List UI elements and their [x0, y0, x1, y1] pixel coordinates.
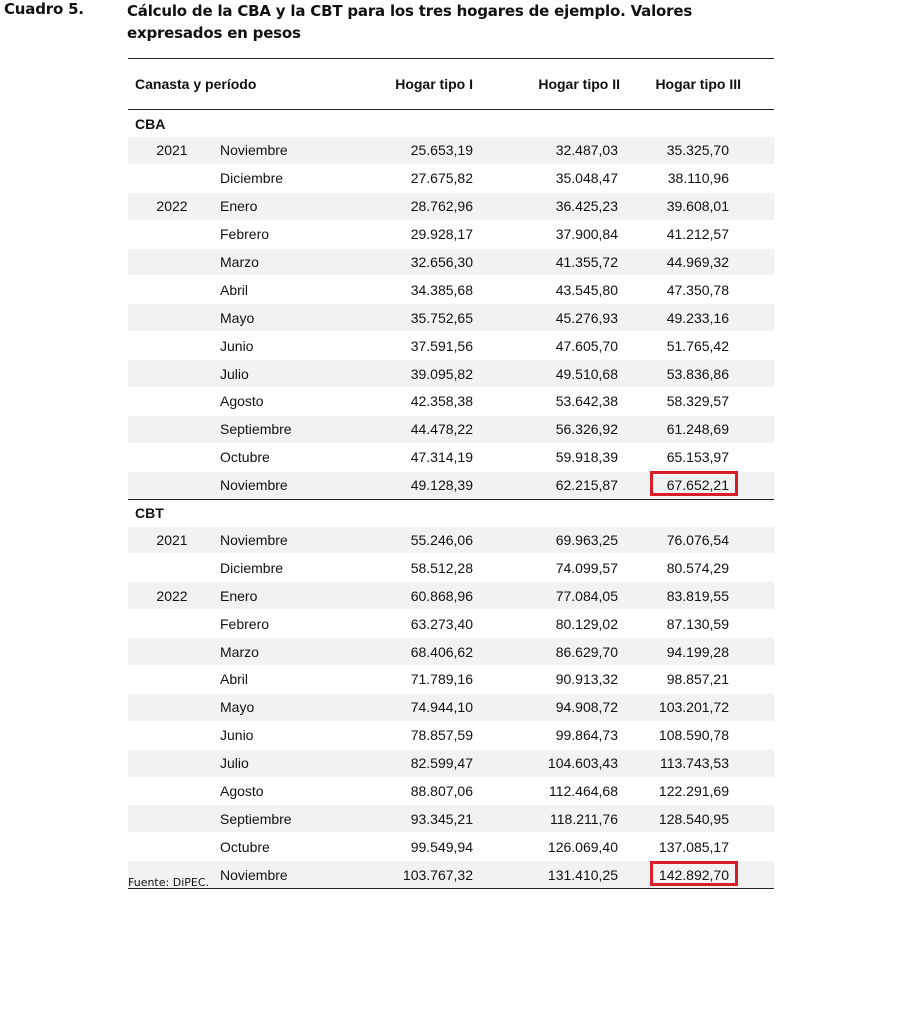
hogar-3-cell [618, 532, 764, 548]
hogar-2-cell [473, 366, 618, 382]
table-row [128, 833, 774, 861]
hogar-1-cell-text: 47.314,19 [410, 449, 473, 466]
hogar-2-cell-text: 74.099,57 [555, 559, 618, 576]
hogar-1-cell-text: 99.549,94 [410, 838, 473, 855]
hogar-1-cell [366, 644, 473, 660]
hogar-2-cell-text: 53.642,38 [555, 393, 618, 410]
table-row [128, 527, 774, 555]
month-cell-text: Junio [220, 727, 254, 744]
month-cell-text: Mayo [220, 699, 255, 716]
hogar-3-cell [618, 142, 764, 158]
month-cell [216, 393, 366, 409]
hogar-1-cell [366, 421, 473, 437]
table-row [128, 137, 774, 165]
hogar-2-cell [473, 532, 618, 548]
hogar-2-cell-text: 112.464,68 [548, 783, 618, 800]
hogar-1-cell [366, 532, 473, 548]
table-row [128, 304, 774, 332]
table-row [128, 249, 774, 277]
table-body [128, 110, 774, 889]
month-cell-text: Agosto [220, 783, 264, 800]
year-cell-text: 2021 [156, 532, 188, 549]
month-cell-text: Febrero [220, 615, 270, 632]
hogar-2-cell-text: 131.410,25 [547, 866, 618, 883]
hogar-1-cell-text: 55.246,06 [410, 532, 473, 549]
hogar-1-cell [366, 449, 473, 465]
table-caption-label: Cuadro 5. [4, 0, 84, 18]
month-cell-text: Noviembre [220, 866, 288, 883]
table-row [128, 332, 774, 360]
hogar-1-cell-text: 39.095,82 [410, 365, 473, 382]
hogar-1-cell-text: 49.128,39 [410, 477, 473, 494]
hogar-1-cell [366, 560, 473, 576]
hogar-2-cell-text: 35.048,47 [555, 170, 618, 187]
hogar-3-cell-text: 142.892,70 [658, 866, 729, 883]
year-cell-text: 2022 [156, 587, 188, 604]
hogar-2-cell [473, 811, 618, 827]
hogar-2-cell-text: 62.215,87 [555, 477, 618, 494]
hogar-2-cell-text: 69.963,25 [555, 532, 618, 549]
hogar-2-cell [473, 254, 618, 270]
month-cell [216, 282, 366, 298]
hogar-3-cell-text: 128.540,95 [658, 810, 729, 827]
table-row [128, 165, 774, 193]
hogar-2-cell [473, 226, 618, 242]
hogar-3-cell [618, 727, 764, 743]
month-cell-text: Febrero [220, 226, 270, 243]
hogar-1-cell-text: 37.591,56 [410, 337, 473, 354]
month-cell-text: Noviembre [220, 142, 288, 159]
hogar-3-cell [618, 366, 764, 382]
hogar-3-cell [618, 560, 764, 576]
data-table [128, 58, 774, 889]
hogar-2-cell [473, 477, 618, 493]
month-cell [216, 755, 366, 771]
hogar-2-cell-text: 118.211,76 [550, 810, 618, 827]
header-canasta: Canasta y período [135, 76, 257, 92]
month-cell-text: Mayo [220, 309, 255, 326]
hogar-2-cell [473, 338, 618, 354]
month-cell-text: Abril [220, 281, 249, 298]
hogar-1-cell [366, 616, 473, 632]
hogar-3-cell-text: 108.590,78 [658, 727, 729, 744]
header-hogar-3: Hogar tipo III [655, 76, 741, 92]
table-row [128, 694, 774, 722]
hogar-3-cell-text: 53.836,86 [666, 365, 729, 382]
hogar-3-cell [618, 393, 764, 409]
hogar-3-cell [618, 170, 764, 186]
month-cell-text: Septiembre [220, 421, 292, 438]
hogar-3-cell [618, 421, 764, 437]
hogar-1-cell [366, 588, 473, 604]
hogar-2-cell-text: 37.900,84 [555, 226, 618, 243]
month-cell [216, 198, 366, 214]
hogar-1-cell-text: 63.273,40 [410, 615, 473, 632]
hogar-3-cell-text: 39.608,01 [666, 198, 729, 215]
hogar-2-cell [473, 783, 618, 799]
hogar-3-cell [618, 198, 764, 214]
hogar-2-cell-text: 56.326,92 [555, 421, 618, 438]
hogar-3-cell-text: 137.085,17 [658, 838, 729, 855]
hogar-3-cell [618, 867, 764, 883]
hogar-2-cell [473, 755, 618, 771]
table-row [128, 193, 774, 221]
hogar-2-cell [473, 449, 618, 465]
year-cell-text: 2022 [156, 198, 188, 215]
month-cell-text: Julio [220, 755, 249, 772]
hogar-2-cell-text: 43.545,80 [555, 281, 618, 298]
month-cell-text: Abril [220, 671, 249, 688]
month-cell-text: Septiembre [220, 810, 292, 827]
hogar-3-cell-text: 47.350,78 [666, 281, 729, 298]
hogar-2-cell [473, 560, 618, 576]
hogar-2-cell-text: 80.129,02 [555, 615, 618, 632]
hogar-1-cell-text: 42.358,38 [410, 393, 473, 410]
hogar-2-cell [473, 644, 618, 660]
hogar-1-cell [366, 282, 473, 298]
hogar-3-cell [618, 699, 764, 715]
hogar-1-cell [366, 338, 473, 354]
month-cell [216, 671, 366, 687]
hogar-2-cell-text: 45.276,93 [555, 309, 618, 326]
table-row [128, 778, 774, 806]
hogar-1-cell-text: 34.385,68 [410, 281, 473, 298]
hogar-3-cell-text: 67.652,21 [666, 477, 729, 494]
hogar-3-cell-text: 35.325,70 [666, 142, 729, 159]
hogar-3-cell-text: 61.248,69 [666, 421, 729, 438]
hogar-1-cell-text: 58.512,28 [410, 559, 473, 576]
month-cell [216, 142, 366, 158]
month-cell [216, 811, 366, 827]
hogar-1-cell [366, 727, 473, 743]
hogar-2-cell [473, 727, 618, 743]
table-row [128, 666, 774, 694]
hogar-2-cell [473, 393, 618, 409]
hogar-2-cell [473, 588, 618, 604]
month-cell [216, 783, 366, 799]
hogar-3-cell-text: 83.819,55 [666, 587, 729, 604]
month-cell [216, 254, 366, 270]
hogar-2-cell-text: 90.913,32 [555, 671, 618, 688]
highlight-box [650, 471, 738, 496]
hogar-2-cell-text: 126.069,40 [547, 838, 618, 855]
table-row [128, 750, 774, 778]
table-caption-title: Cálculo de la CBA y la CBT para los tres hogares de ejemplo. Valores expresados en pesos [127, 2, 693, 42]
hogar-2-cell [473, 421, 618, 437]
year-cell [128, 532, 216, 548]
hogar-3-cell [618, 616, 764, 632]
hogar-2-cell [473, 142, 618, 158]
hogar-2-cell [473, 867, 618, 883]
hogar-3-cell-text: 98.857,21 [666, 671, 729, 688]
hogar-1-cell-text: 28.762,96 [410, 198, 473, 215]
table-row [128, 360, 774, 388]
hogar-1-cell [366, 699, 473, 715]
hogar-1-cell [366, 142, 473, 158]
month-cell [216, 226, 366, 242]
table-row [128, 276, 774, 304]
hogar-1-cell-text: 25.653,19 [410, 142, 473, 159]
hogar-3-cell [618, 783, 764, 799]
hogar-2-cell-text: 59.918,39 [555, 449, 618, 466]
month-cell-text: Octubre [220, 449, 270, 466]
hogar-1-cell-text: 103.767,32 [402, 866, 473, 883]
table-row [128, 444, 774, 472]
month-cell-text: Noviembre [220, 532, 288, 549]
month-cell [216, 644, 366, 660]
month-cell [216, 310, 366, 326]
hogar-1-cell [366, 477, 473, 493]
hogar-3-cell-text: 76.076,54 [666, 532, 729, 549]
hogar-3-cell-text: 94.199,28 [666, 643, 729, 660]
month-cell-text: Junio [220, 337, 254, 354]
hogar-3-cell [618, 588, 764, 604]
section-label-cbt: CBT [135, 505, 164, 522]
month-cell-text: Octubre [220, 838, 270, 855]
hogar-3-cell [618, 254, 764, 270]
month-cell-text: Noviembre [220, 477, 288, 494]
hogar-2-cell [473, 839, 618, 855]
hogar-1-cell [366, 783, 473, 799]
month-cell [216, 867, 366, 883]
hogar-1-cell [366, 170, 473, 186]
hogar-2-cell-text: 49.510,68 [555, 365, 618, 382]
hogar-2-cell-text: 36.425,23 [555, 198, 618, 215]
hogar-3-cell [618, 449, 764, 465]
header-hogar-2: Hogar tipo II [538, 76, 620, 92]
hogar-2-cell [473, 170, 618, 186]
hogar-3-cell-text: 58.329,57 [666, 393, 729, 410]
hogar-1-cell-text: 71.789,16 [410, 671, 473, 688]
table-row [128, 805, 774, 833]
hogar-2-cell-text: 94.908,72 [555, 699, 618, 716]
table-row [128, 638, 774, 666]
hogar-3-cell [618, 755, 764, 771]
hogar-3-cell-text: 41.212,57 [666, 226, 729, 243]
hogar-3-cell [618, 226, 764, 242]
year-cell [128, 142, 216, 158]
hogar-3-cell-text: 44.969,32 [666, 254, 729, 270]
month-cell-text: Enero [220, 198, 258, 215]
header-hogar-1: Hogar tipo I [395, 76, 473, 92]
hogar-1-cell [366, 226, 473, 242]
hogar-2-cell [473, 671, 618, 687]
hogar-3-cell [618, 811, 764, 827]
table-row [128, 722, 774, 750]
hogar-1-cell [366, 393, 473, 409]
hogar-1-cell-text: 35.752,65 [410, 309, 473, 326]
table-row [128, 610, 774, 638]
hogar-3-cell [618, 644, 764, 660]
hogar-2-cell-text: 47.605,70 [555, 337, 618, 354]
highlight-box [650, 861, 738, 886]
hogar-1-cell-text: 74.944,10 [410, 699, 473, 716]
hogar-1-cell-text: 44.478,22 [410, 421, 473, 438]
table-source: Fuente: DiPEC. [128, 876, 210, 889]
hogar-1-cell [366, 671, 473, 687]
month-cell-text: Diciembre [220, 170, 284, 187]
year-cell-text: 2021 [156, 142, 188, 159]
hogar-1-cell [366, 867, 473, 883]
month-cell-text: Agosto [220, 393, 264, 410]
year-cell [128, 588, 216, 604]
hogar-3-cell-text: 122.291,69 [658, 783, 729, 800]
hogar-1-cell-text: 82.599,47 [410, 755, 473, 772]
table-row [128, 861, 774, 889]
hogar-2-cell-text: 86.629,70 [555, 643, 618, 660]
month-cell-text: Diciembre [220, 559, 284, 576]
month-cell [216, 839, 366, 855]
hogar-2-cell-text: 41.355,72 [555, 254, 618, 270]
month-cell [216, 170, 366, 186]
hogar-3-cell [618, 338, 764, 354]
hogar-1-cell-text: 32.656,30 [410, 254, 473, 270]
table-row [128, 554, 774, 582]
hogar-1-cell [366, 254, 473, 270]
hogar-2-cell [473, 699, 618, 715]
hogar-3-cell [618, 671, 764, 687]
hogar-1-cell-text: 88.807,06 [410, 783, 473, 800]
table-row [128, 416, 774, 444]
month-cell [216, 366, 366, 382]
hogar-3-cell-text: 38.110,96 [667, 170, 729, 187]
month-cell [216, 727, 366, 743]
hogar-3-cell [618, 839, 764, 855]
hogar-1-cell [366, 310, 473, 326]
hogar-1-cell [366, 839, 473, 855]
month-cell [216, 699, 366, 715]
month-cell [216, 421, 366, 437]
month-cell [216, 616, 366, 632]
hogar-2-cell [473, 198, 618, 214]
hogar-3-cell-text: 65.153,97 [666, 449, 729, 466]
hogar-1-cell [366, 366, 473, 382]
hogar-2-cell-text: 99.864,73 [555, 727, 618, 744]
table-row [128, 221, 774, 249]
table-row [128, 472, 774, 500]
month-cell-text: Enero [220, 587, 258, 604]
hogar-2-cell-text: 32.487,03 [555, 142, 618, 159]
hogar-1-cell-text: 93.345,21 [410, 810, 473, 827]
month-cell-text: Marzo [220, 254, 259, 270]
hogar-1-cell-text: 27.675,82 [410, 170, 473, 187]
hogar-3-cell [618, 310, 764, 326]
section-label-cba: CBA [135, 115, 166, 132]
hogar-2-cell-text: 104.603,43 [547, 755, 618, 772]
table-row [128, 388, 774, 416]
hogar-1-cell-text: 78.857,59 [410, 727, 473, 744]
hogar-3-cell-text: 113.743,53 [659, 755, 729, 772]
hogar-3-cell [618, 477, 764, 493]
hogar-3-cell-text: 51.765,42 [666, 337, 729, 354]
month-cell [216, 449, 366, 465]
hogar-1-cell [366, 198, 473, 214]
hogar-1-cell-text: 29.928,17 [410, 226, 473, 243]
month-cell-text: Marzo [220, 643, 259, 660]
hogar-1-cell [366, 811, 473, 827]
year-cell [128, 198, 216, 214]
month-cell [216, 560, 366, 576]
month-cell-text: Julio [220, 365, 249, 382]
hogar-1-cell-text: 60.868,96 [410, 587, 473, 604]
table-header-row [128, 59, 774, 110]
hogar-3-cell-text: 80.574,29 [666, 559, 729, 576]
table-row [128, 582, 774, 610]
hogar-1-cell-text: 68.406,62 [410, 643, 473, 660]
month-cell [216, 338, 366, 354]
hogar-2-cell [473, 616, 618, 632]
month-cell [216, 532, 366, 548]
hogar-2-cell-text: 77.084,05 [555, 587, 618, 604]
hogar-2-cell [473, 310, 618, 326]
hogar-3-cell [618, 282, 764, 298]
hogar-3-cell-text: 103.201,72 [658, 699, 729, 716]
hogar-2-cell [473, 282, 618, 298]
hogar-1-cell [366, 755, 473, 771]
hogar-3-cell-text: 49.233,16 [666, 309, 729, 326]
month-cell [216, 477, 366, 493]
month-cell [216, 588, 366, 604]
hogar-3-cell-text: 87.130,59 [666, 615, 729, 632]
